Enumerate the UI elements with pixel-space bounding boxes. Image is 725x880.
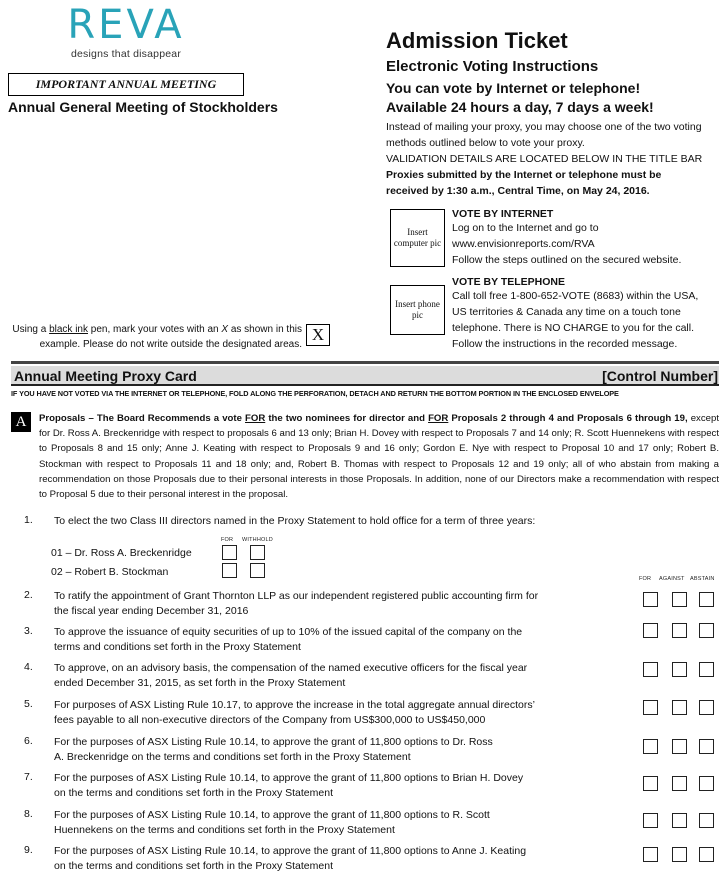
telephone-line: Follow the instructions in the recorded message. (452, 338, 678, 350)
item-8-for-checkbox[interactable] (643, 813, 658, 828)
telephone-line: telephone. There is NO CHARGE to you for the call. (452, 322, 695, 334)
item-4-abstain-checkbox[interactable] (699, 662, 714, 677)
item-number: 4. (24, 661, 33, 673)
item-text (54, 589, 614, 619)
item-2-abstain-checkbox[interactable] (699, 592, 714, 607)
perforation-rule (11, 361, 719, 364)
item-number: 8. (24, 808, 33, 820)
control-number: [Control Number] (602, 368, 718, 384)
item-5-against-checkbox[interactable] (672, 700, 687, 715)
recommendation-for: FOR (428, 413, 449, 424)
item-line: For the purposes of ASX Listing Rule 10.14, to approve the grant of 11,800 options to Anne J. Keating (54, 845, 527, 857)
item-line: fees payable to all non-executive directors of the Company from US$300,000 to US$450,000 (54, 714, 486, 726)
item-4-for-checkbox[interactable] (643, 662, 658, 677)
logo-tagline: designs that disappear (70, 48, 182, 60)
item-9-abstain-checkbox[interactable] (699, 847, 714, 862)
computer-pic-placeholder (390, 209, 445, 267)
item-7-abstain-checkbox[interactable] (699, 776, 714, 791)
item-line: For purposes of ASX Listing Rule 10.17, to approve the increase in the total aggregate annual directors’ (54, 699, 535, 711)
telephone-line: US territories & Canada any time on a touch tone (452, 306, 681, 318)
ink-instructions (12, 322, 302, 352)
against-column-header: AGAINST (659, 576, 685, 582)
phone-pic-placeholder (390, 285, 445, 335)
item-text (54, 698, 614, 728)
item-8-against-checkbox[interactable] (672, 813, 687, 828)
vote-line: You can vote by Internet or telephone! (386, 80, 641, 96)
deadline-note: Proxies submitted by the Internet or telephone must be received by 1:30 a.m., Central Time, on May 24, 2016. (386, 169, 662, 197)
telephone-heading: VOTE BY TELEPHONE (452, 276, 565, 288)
fold-instructions: IF YOU HAVE NOT VOTED VIA THE INTERNET OR TELEPHONE, FOLD ALONG THE PERFORATION, DETACH AND RETURN THE BOTTOM PORTION IN THE ENCLOSED ENVELOPE (11, 389, 619, 398)
recommendation-for: FOR (245, 413, 266, 424)
item-text (54, 625, 614, 655)
nominee-name: 02 – Robert B. Stockman (51, 566, 169, 578)
abstain-column-header: ABSTAIN (690, 576, 715, 582)
item-3-for-checkbox[interactable] (643, 623, 658, 638)
section-a-badge: A (11, 412, 31, 432)
recommendation-mid: the two nominees for director and (265, 413, 429, 424)
telephone-line: Call toll free 1-800-652-VOTE (8683) within the USA, (452, 290, 699, 302)
item-text (54, 808, 614, 838)
reva-logo (66, 4, 186, 60)
item-9-for-checkbox[interactable] (643, 847, 658, 862)
item-line: For the purposes of ASX Listing Rule 10.14, to approve the grant of 11,800 options to Brian H. Dovey (54, 772, 524, 784)
item-line: To approve the issuance of equity securities of up to 10% of the issued capital of the company on the (54, 626, 523, 638)
item-8-abstain-checkbox[interactable] (699, 813, 714, 828)
recommendation-exceptions: except for Dr. Ross A. Breckenridge with respect to proposals 6 and 13 only; Brian H. Dovey with respect to Proposals 7 and 14 only; R. Scott Huennekens with respect to Proposals 8 and 15 only; Anne J. Keating with respect to Proposals 9 and 16 only; Gordon E. Nye with respect to Proposal 10 and 17 only; Robert B. Stockman with respect to Proposals 11 and 18 only; and, Robert B. Thomas with respect to Proposals 12 and 19 only; all of who abstain from making a recommendation on those Proposals due to their personal interests in those Proposals. In addition, none of our Directors make a recommendation with respect to Proposal 5 due to their personal interest in the proposal. (39, 413, 719, 501)
ticket-subtitle: Electronic Voting Instructions (386, 58, 599, 75)
item-7-for-checkbox[interactable] (643, 776, 658, 791)
item-number: 2. (24, 589, 33, 601)
item-text: To elect the two Class III directors named in the Proxy Statement to hold office for a term of three years: (54, 515, 536, 527)
ink-x-word: X (221, 324, 229, 335)
logo-wordmark: REVA (67, 2, 185, 48)
item-number: 7. (24, 771, 33, 783)
item-line: on the terms and conditions set forth in the Proxy Statement (54, 787, 333, 799)
item-number: 5. (24, 698, 33, 710)
item-line: terms and conditions set forth in the Proxy Statement (54, 641, 301, 653)
internet-heading: VOTE BY INTERNET (452, 208, 554, 220)
item-line: Huennekens on the terms and conditions set forth in the Proxy Statement (54, 824, 395, 836)
withhold-column-header: WITHHOLD (242, 537, 273, 543)
item-6-against-checkbox[interactable] (672, 739, 687, 754)
proposals-recommendation (39, 411, 719, 502)
internet-line: Log on to the Internet and go to (452, 222, 599, 234)
item-text (54, 771, 614, 801)
item-4-against-checkbox[interactable] (672, 662, 687, 677)
for-column-header: FOR (221, 537, 234, 543)
item-2-against-checkbox[interactable] (672, 592, 687, 607)
item-line: To approve, on an advisory basis, the compensation of the named executive officers for the fiscal year (54, 662, 528, 674)
vote-by-telephone (452, 276, 720, 352)
nominee-name: 01 – Dr. Ross A. Breckenridge (51, 547, 192, 559)
ink-suffix: pen, mark your votes with an (87, 324, 222, 335)
vote-by-internet (452, 208, 720, 268)
item-line: For the purposes of ASX Listing Rule 10.14, to approve the grant of 11,800 options to Dr. Ross (54, 736, 493, 748)
nominee-1-withhold-checkbox[interactable] (250, 545, 265, 560)
item-5-abstain-checkbox[interactable] (699, 700, 714, 715)
nominee-2-for-checkbox[interactable] (222, 563, 237, 578)
recommendation-lead: Proposals – The Board Recommends a vote (39, 413, 245, 424)
item-line: For the purposes of ASX Listing Rule 10.14, to approve the grant of 11,800 options to R. Scott (54, 809, 490, 821)
item-line: To ratify the appointment of Grant Thornton LLP as our independent registered public accounting firm for (54, 590, 539, 602)
item-3-against-checkbox[interactable] (672, 623, 687, 638)
item-number: 1. (24, 514, 33, 526)
computer-pic-label: Insert computer pic (393, 227, 442, 248)
internet-line: Follow the steps outlined on the secured website. (452, 254, 682, 266)
internet-url-link[interactable]: www.envisionreports.com/RVA (452, 238, 595, 250)
item-text (54, 661, 614, 691)
validation-note: VALIDATION DETAILS ARE LOCATED BELOW IN THE TITLE BAR (386, 153, 703, 165)
item-line: on the terms and conditions set forth in the Proxy Statement (54, 860, 333, 872)
ink-rest: as shown in this example. Please do not write outside the designated areas. (39, 324, 302, 350)
item-line: ended December 31, 2015, as set forth in the Proxy Statement (54, 677, 346, 689)
meeting-title: Annual General Meeting of Stockholders (8, 99, 278, 115)
item-6-for-checkbox[interactable] (643, 739, 658, 754)
intro-paragraph: Instead of mailing your proxy, you may choose one of the two voting methods outlined below to vote your proxy. (386, 121, 702, 149)
item-line: the fiscal year ending December 31, 2016 (54, 605, 249, 617)
item-2-for-checkbox[interactable] (643, 592, 658, 607)
item-5-for-checkbox[interactable] (643, 700, 658, 715)
item-6-abstain-checkbox[interactable] (699, 739, 714, 754)
availability-line: Available 24 hours a day, 7 days a week! (386, 99, 654, 115)
ticket-title: Admission Ticket (386, 28, 568, 53)
item-text (54, 844, 614, 874)
item-line: A. Breckenridge on the terms and conditions set forth in the Proxy Statement (54, 751, 411, 763)
example-mark-box: X (306, 324, 330, 346)
black-ink-link: black ink (49, 324, 88, 335)
phone-pic-label: Insert phone pic (395, 299, 440, 320)
item-number: 6. (24, 735, 33, 747)
important-meeting-label: IMPORTANT ANNUAL MEETING (8, 73, 244, 96)
intro-text (386, 119, 706, 199)
item-number: 3. (24, 625, 33, 637)
item-3-abstain-checkbox[interactable] (699, 623, 714, 638)
item-number: 9. (24, 844, 33, 856)
nominee-list (51, 544, 192, 582)
item-7-against-checkbox[interactable] (672, 776, 687, 791)
nominee-1-for-checkbox[interactable] (222, 545, 237, 560)
for-column-header: FOR (639, 576, 652, 582)
ink-prefix: Using a (12, 324, 50, 335)
proxy-card-title: Annual Meeting Proxy Card (14, 368, 197, 384)
item-9-against-checkbox[interactable] (672, 847, 687, 862)
nominee-2-withhold-checkbox[interactable] (250, 563, 265, 578)
item-text (54, 735, 614, 765)
recommendation-tail: Proposals 2 through 4 and Proposals 6 through 19, (448, 413, 688, 424)
